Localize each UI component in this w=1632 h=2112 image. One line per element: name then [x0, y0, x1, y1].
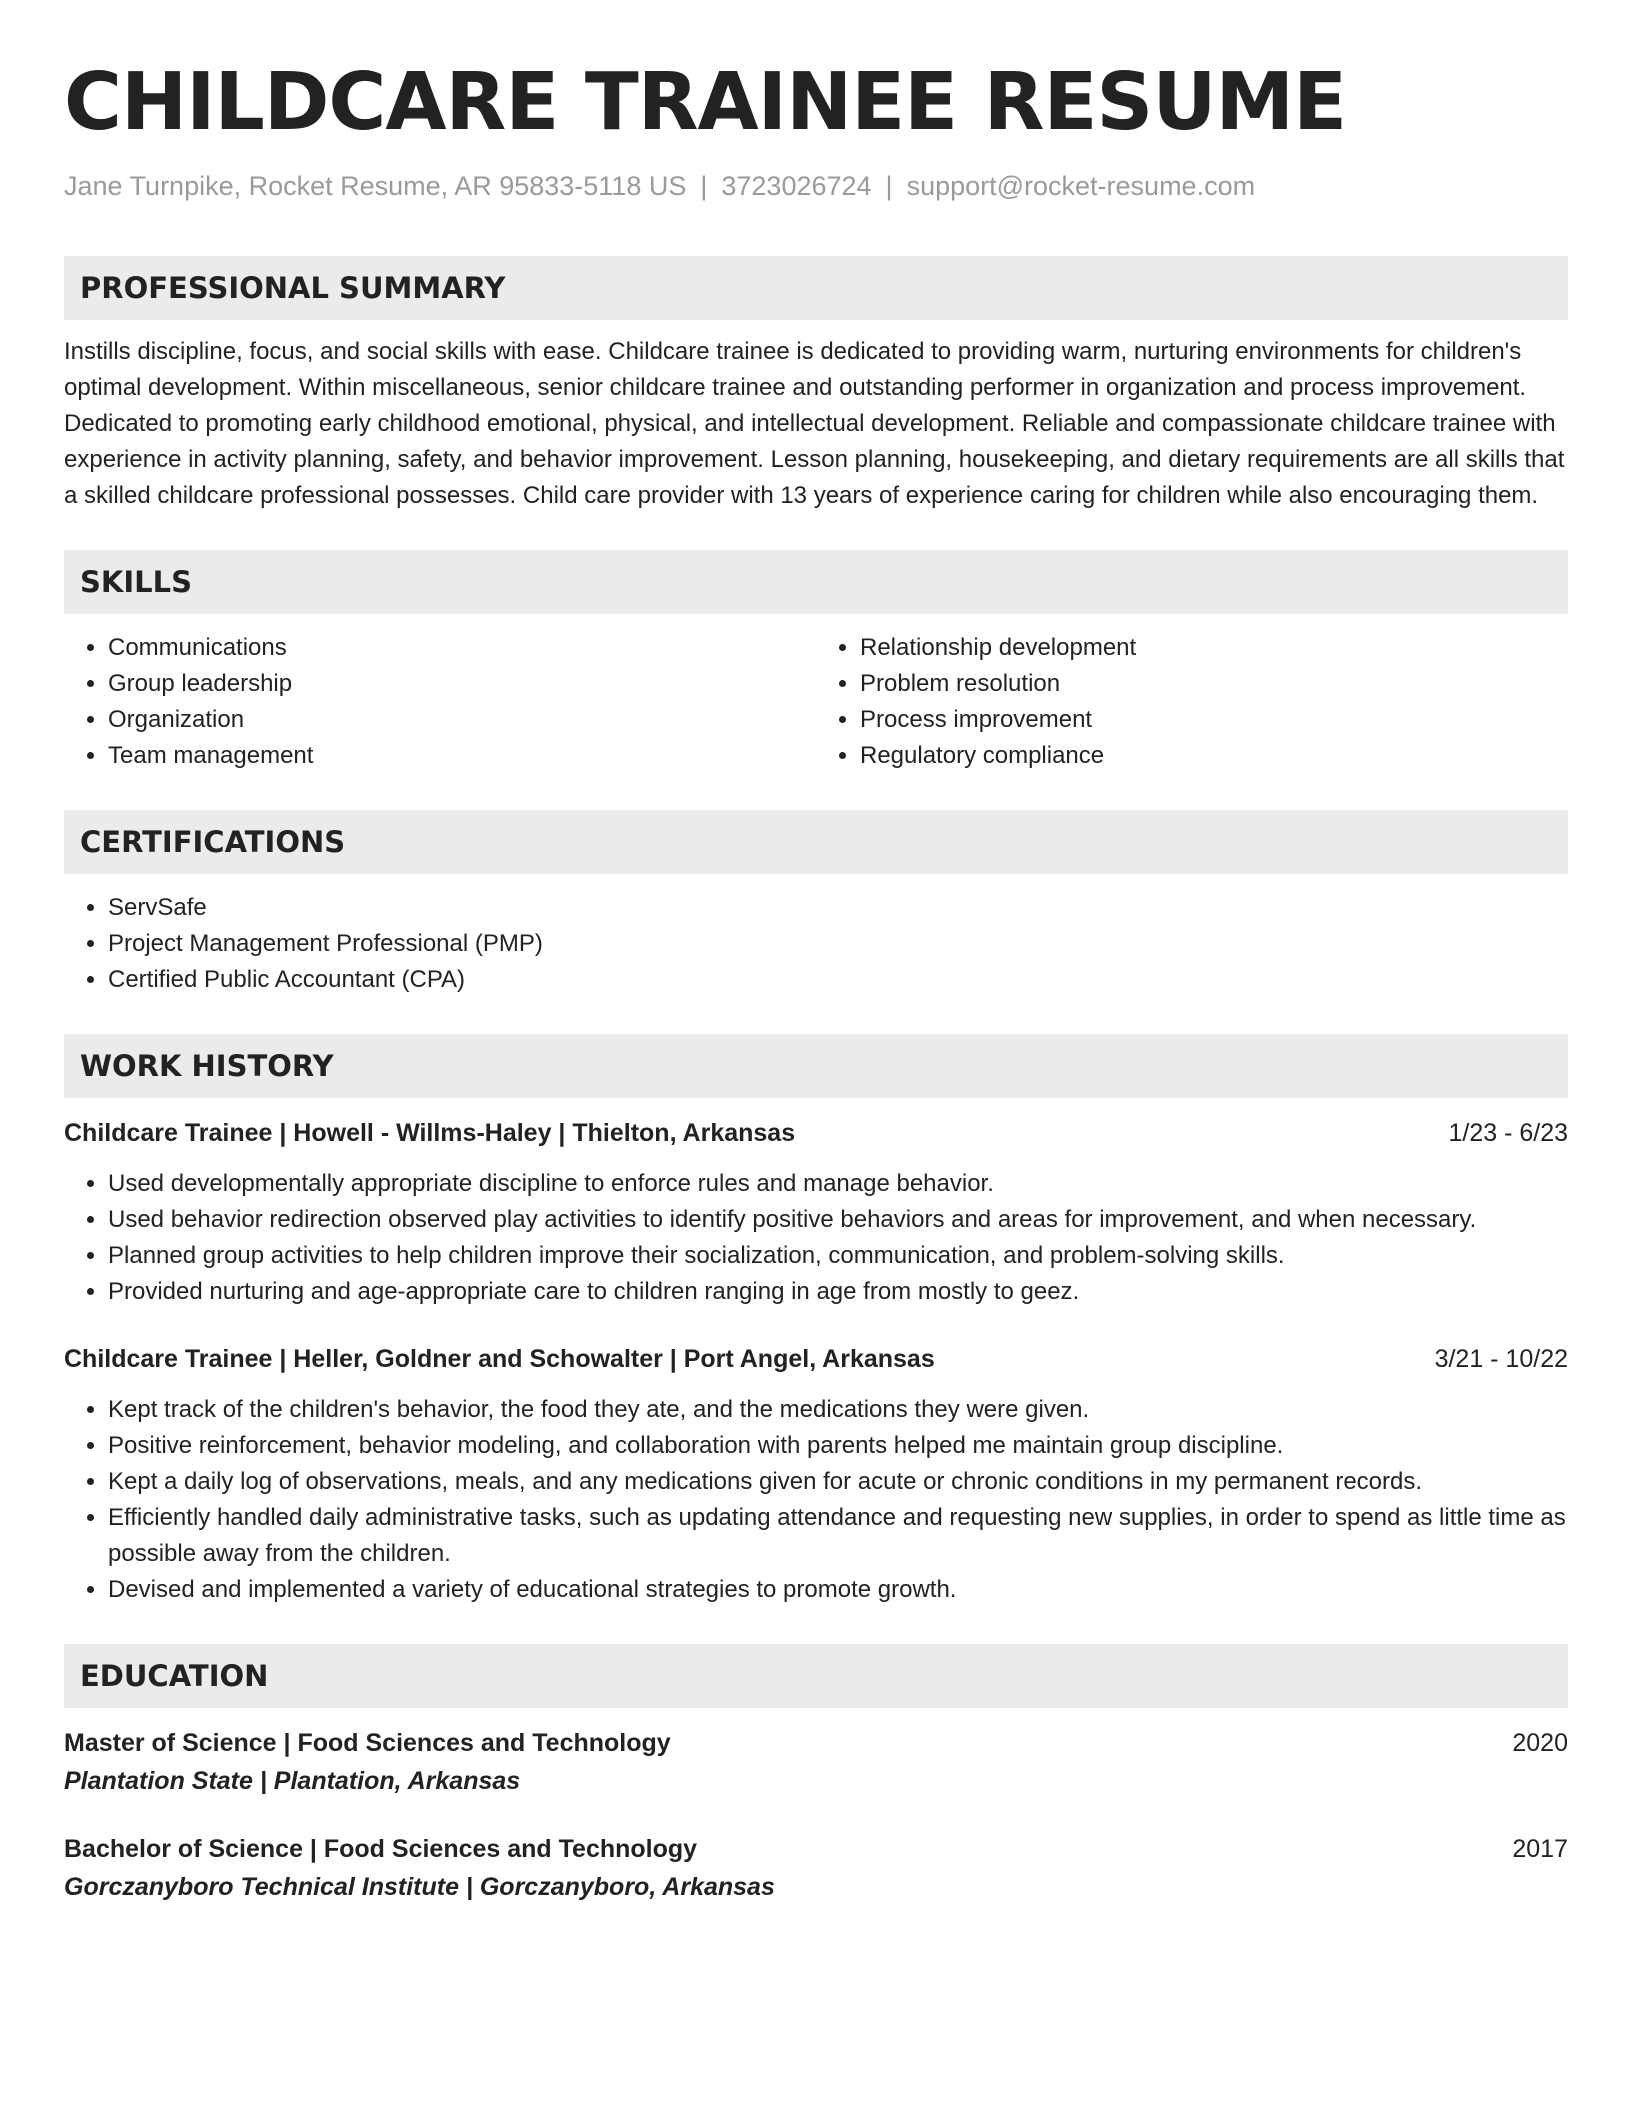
- skills-column-right: [816, 630, 1568, 774]
- education-school: Gorczanyboro Technical Institute | Gorczanyboro, Arkansas: [64, 1873, 775, 1901]
- job-header: [64, 1340, 1568, 1378]
- job-title: Childcare Trainee | Howell - Willms-Haley | Thielton, Arkansas: [64, 1119, 796, 1147]
- certification-item: • Certified Public Accountant (CPA): [108, 962, 1568, 998]
- summary-text: Instills discipline, focus, and social skills with ease. Childcare trainee is dedicated to providing warm, nurturing environments for children's optimal development. Within miscellaneous, senior childcare trainee and outstanding performer in organization and process improvement. Dedicated to promoting early childhood emotional, physical, and intellectual development. Reliable and compassionate childcare trainee with experience in activity planning, safety, and behavior improvement. Lesson planning, housekeeping, and dietary requirements are all skills that a skilled childcare professional possesses. Child care provider with 13 years of experience caring for children while also encouraging them.: [64, 338, 1565, 509]
- resume-title: CHILDCARE TRAINEE RESUME: [64, 56, 1347, 148]
- education-year: 2020: [1512, 1729, 1568, 1757]
- contact-email: support@rocket-resume.com: [906, 171, 1256, 201]
- education-school: Plantation State | Plantation, Arkansas: [64, 1767, 521, 1795]
- job-dates: 1/23 - 6/23: [1448, 1119, 1568, 1147]
- education-entry: [64, 1724, 1568, 1800]
- certification-item: • Project Management Professional (PMP): [108, 926, 1568, 962]
- job-bullet: • Efficiently handled daily administrative tasks, such as updating attendance and requesting new supplies, in order to spend as little time as possible away from the children.: [108, 1500, 1568, 1572]
- education-header: [64, 1830, 1568, 1868]
- certification-item: • ServSafe: [108, 890, 1568, 926]
- job-bullet: • Used developmentally appropriate discipline to enforce rules and manage behavior.: [108, 1166, 1568, 1202]
- job-bullet: • Planned group activities to help children improve their socialization, communication, and problem-solving skills.: [108, 1238, 1568, 1274]
- skill-item: • Group leadership: [108, 666, 816, 702]
- education-degree: Master of Science | Food Sciences and Technology: [64, 1729, 671, 1757]
- job-bullet: • Kept track of the children's behavior, the food they ate, and the medications they were given.: [108, 1392, 1568, 1428]
- job-title: Childcare Trainee | Heller, Goldner and Schowalter | Port Angel, Arkansas: [64, 1345, 935, 1373]
- certifications-list: [64, 890, 1568, 998]
- job-bullets: [64, 1166, 1568, 1310]
- section-heading-skills: SKILLS: [64, 550, 1568, 614]
- job-bullet: • Kept a daily log of observations, meals, and any medications given for acute or chronic conditions in my permanent records.: [108, 1464, 1568, 1500]
- education-header: [64, 1724, 1568, 1762]
- contact-separator: |: [700, 171, 708, 201]
- skill-item: • Problem resolution: [860, 666, 1568, 702]
- education-year: 2017: [1512, 1835, 1568, 1863]
- section-heading-summary: PROFESSIONAL SUMMARY: [64, 256, 1568, 320]
- job-bullets: [64, 1392, 1568, 1608]
- job-header: [64, 1114, 1568, 1152]
- contact-address: Jane Turnpike, Rocket Resume, AR 95833-5118 US: [64, 171, 687, 201]
- education-degree: Bachelor of Science | Food Sciences and Technology: [64, 1835, 698, 1863]
- job-bullet: • Provided nurturing and age-appropriate care to children ranging in age from mostly to geez.: [108, 1274, 1568, 1310]
- job-bullet: • Used behavior redirection observed play activities to identify positive behaviors and areas for improvement, and when necessary.: [108, 1202, 1568, 1238]
- skills-column-left: [64, 630, 816, 774]
- skills-list: [64, 630, 1568, 774]
- skill-item: • Process improvement: [860, 702, 1568, 738]
- skill-item: • Regulatory compliance: [860, 738, 1568, 774]
- skill-item: • Communications: [108, 630, 816, 666]
- contact-separator: |: [885, 171, 893, 201]
- skill-item: • Organization: [108, 702, 816, 738]
- job-entry: [64, 1340, 1568, 1608]
- section-heading-work-history: WORK HISTORY: [64, 1034, 1568, 1098]
- job-entry: [64, 1114, 1568, 1310]
- job-bullet: • Devised and implemented a variety of educational strategies to promote growth.: [108, 1572, 1568, 1608]
- skill-item: • Relationship development: [860, 630, 1568, 666]
- contact-line: [64, 166, 1568, 206]
- job-dates: 3/21 - 10/22: [1434, 1345, 1568, 1373]
- job-bullet: • Positive reinforcement, behavior modeling, and collaboration with parents helped me maintain group discipline.: [108, 1428, 1568, 1464]
- education-entry: [64, 1830, 1568, 1906]
- section-heading-certifications: CERTIFICATIONS: [64, 810, 1568, 874]
- section-heading-education: EDUCATION: [64, 1644, 1568, 1708]
- skill-item: • Team management: [108, 738, 816, 774]
- contact-phone: 3723026724: [721, 171, 872, 201]
